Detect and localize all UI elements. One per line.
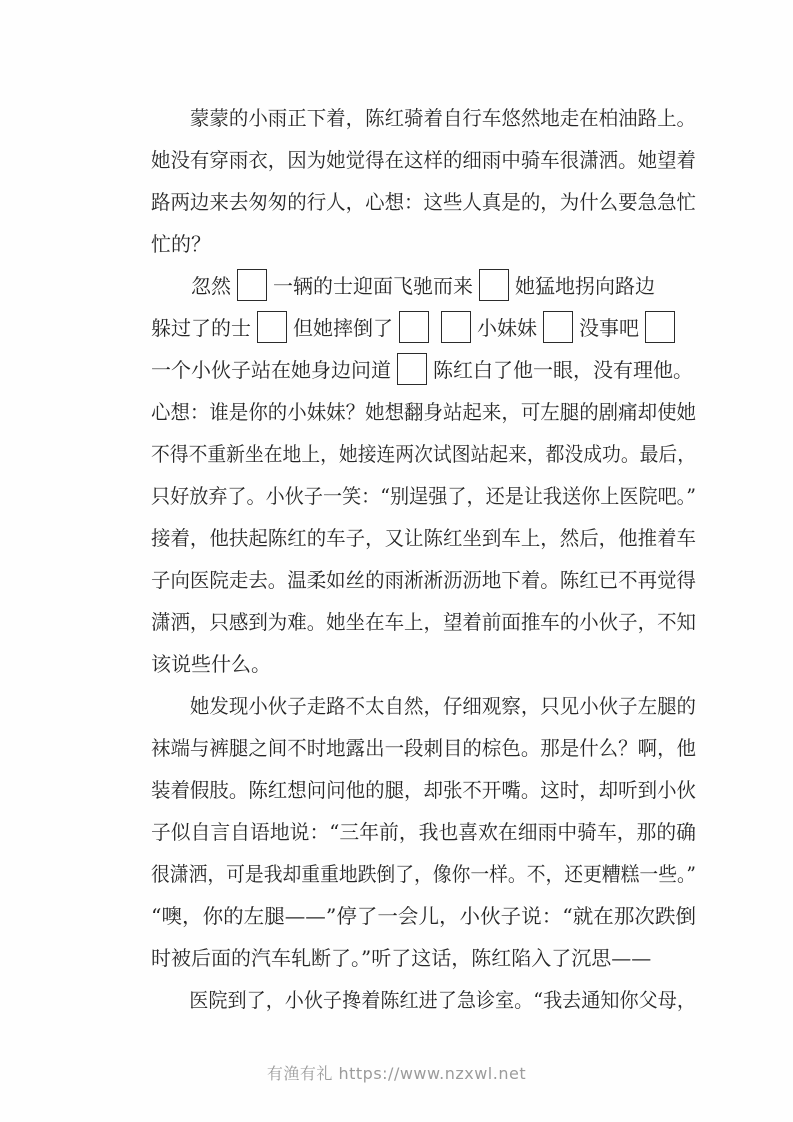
line-text: “噢，你的左腿——”停了一会儿，小伙子说：“就在那次跌倒 <box>151 904 697 928</box>
line-text: 她猛地拐向路边 <box>515 274 655 298</box>
text-line <box>151 307 696 349</box>
text-line <box>151 559 696 601</box>
text-line-content <box>151 685 696 727</box>
text-line <box>151 223 696 265</box>
text-line-content <box>151 307 681 349</box>
text-line-content <box>151 97 696 139</box>
text-line-content <box>151 139 696 181</box>
text-line <box>151 979 696 1021</box>
text-line <box>151 685 696 727</box>
punctuation-blank-box <box>543 311 573 343</box>
text-line-content <box>151 559 696 601</box>
line-text: 但她摔倒了 <box>293 316 393 340</box>
line-text: 子向医院走去。温柔如丝的雨淅淅沥沥地下着。陈红已不再觉得 <box>151 568 696 592</box>
line-text: 蒙蒙的小雨正下着，陈红骑着自行车悠然地走在柏油路上。 <box>189 106 696 130</box>
passage <box>151 97 696 1021</box>
text-line <box>151 853 696 895</box>
text-line-content <box>151 937 651 979</box>
text-line <box>151 937 696 979</box>
text-line <box>151 265 696 307</box>
line-text: 躲过了的士 <box>151 316 251 340</box>
line-text: 没事吧 <box>579 316 639 340</box>
punctuation-blank-box <box>479 269 509 301</box>
text-line-content <box>151 895 696 937</box>
line-text: 一个小伙子站在她身边问道 <box>151 358 391 382</box>
text-line <box>151 97 696 139</box>
line-text: 她发现小伙子走路不太自然，仔细观察，只见小伙子左腿的 <box>189 694 696 718</box>
text-line <box>151 517 696 559</box>
line-text: 袜端与裤腿之间不时地露出一段刺目的棕色。那是什么？啊，他 <box>151 736 696 760</box>
text-line <box>151 475 696 517</box>
text-line-content <box>151 181 696 223</box>
text-line-content <box>151 349 693 391</box>
punctuation-blank-box <box>257 311 287 343</box>
text-line <box>151 139 696 181</box>
line-text: 不得不重新坐在地上，她接连两次试图站起来，都没成功。最后， <box>151 442 696 466</box>
text-line-content <box>151 433 696 475</box>
text-line <box>151 181 696 223</box>
line-text: 时被后面的汽车轧断了。”听了这话，陈红陷入了沉思—— <box>151 946 652 970</box>
text-line-content <box>151 265 655 307</box>
line-text: 潇洒，只感到为难。她坐在车上，望着前面推车的小伙子，不知 <box>151 610 696 634</box>
text-line <box>151 643 696 685</box>
text-line-content <box>151 643 271 685</box>
text-line <box>151 895 696 937</box>
text-line <box>151 433 696 475</box>
line-text: 她没有穿雨衣，因为她觉得在这样的细雨中骑车很潇洒。她望着 <box>151 148 696 172</box>
text-line-content <box>151 853 696 895</box>
line-text: 装着假肢。陈红想问问他的腿，却张不开嘴。这时，却听到小伙 <box>151 778 696 802</box>
line-text: 一辆的士迎面飞驰而来 <box>273 274 473 298</box>
text-line <box>151 811 696 853</box>
text-line-content <box>151 727 696 769</box>
line-text: 路两边来去匆匆的行人，心想：这些人真是的，为什么要急急忙 <box>151 190 696 214</box>
text-line-content <box>151 601 696 643</box>
line-text: 子似自言自语地说：“三年前，我也喜欢在细雨中骑车，那的确 <box>151 820 696 844</box>
punctuation-blank-box <box>645 311 675 343</box>
punctuation-blank-box <box>399 311 429 343</box>
line-text: 陈红白了他一眼，没有理他。 <box>433 358 693 382</box>
text-line-content <box>151 811 696 853</box>
text-line-content <box>151 517 696 559</box>
text-line-content <box>151 223 211 265</box>
text-line <box>151 601 696 643</box>
line-text: 忽然 <box>191 274 231 298</box>
text-line-content <box>151 979 696 1021</box>
line-text: 很潇洒，可是我却重重地跌倒了，像你一样。不，还更糟糕一些。” <box>151 862 696 886</box>
text-line <box>151 349 696 391</box>
text-line <box>151 727 696 769</box>
text-line-content <box>151 391 696 433</box>
line-text: 小妹妹 <box>477 316 537 340</box>
text-line-content <box>151 475 696 517</box>
line-text: 该说些什么。 <box>151 652 271 676</box>
punctuation-blank-box <box>441 311 471 343</box>
punctuation-blank-box <box>237 269 267 301</box>
line-text: 医院到了，小伙子搀着陈红进了急诊室。“我去通知你父母， <box>189 988 696 1012</box>
line-text: 接着，他扶起陈红的车子，又让陈红坐到车上，然后，他推着车 <box>151 526 696 550</box>
punctuation-blank-box <box>397 353 427 385</box>
text-line <box>151 769 696 811</box>
watermark-footer: 有渔有礼 https://www.nzxwl.net <box>266 1064 527 1083</box>
line-text: 心想：谁是你的小妹妹？她想翻身站起来，可左腿的剧痛却使她 <box>151 400 696 424</box>
text-line-content <box>151 769 696 811</box>
line-text: 只好放弃了。小伙子一笑：“别逞强了，还是让我送你上医院吧。” <box>151 484 696 508</box>
text-line <box>151 391 696 433</box>
line-text: 忙的？ <box>151 232 211 256</box>
